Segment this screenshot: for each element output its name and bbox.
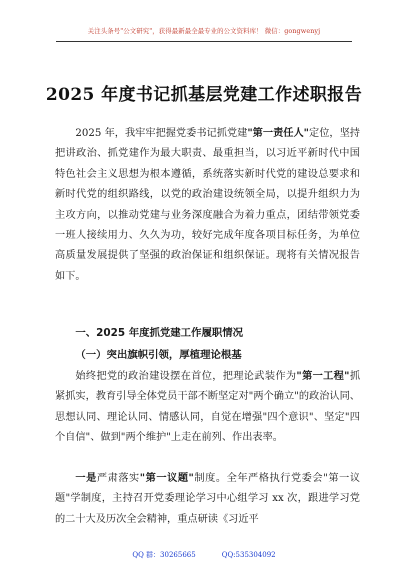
document-title: 2025 年度书记抓基层党建工作述职报告 bbox=[45, 85, 363, 105]
paragraph-3 bbox=[55, 468, 360, 530]
section-heading-1: 一、2025 年度抓党建工作履职情况 bbox=[75, 327, 244, 339]
paragraph-3-emphasis: "第一议题" bbox=[139, 472, 194, 484]
footer-contacts bbox=[0, 550, 408, 560]
footer-qq: QQ:535304092 bbox=[221, 551, 276, 559]
paragraph-3-part1: 严肃落实 bbox=[96, 473, 140, 484]
paragraph-2-rest: 抓紧抓实，教育引导全体党员干部不断坚定对"两个确立"的政治认同、思想认同、理论认同、情感认同，自觉在增强"四个意识"、坚定"四个自信"、做到"两个维护"上走在前列、作出表率。 bbox=[55, 371, 361, 444]
subsection-heading-1: （一）突出旗帜引领，厚植理论根基 bbox=[75, 349, 242, 361]
intro-paragraph bbox=[55, 123, 360, 287]
header-divider bbox=[56, 41, 352, 42]
intro-lead: 2025 年，我牢牢把握党委书记抓党建 bbox=[75, 128, 248, 139]
intro-emphasis: "第一责任人" bbox=[247, 127, 309, 139]
intro-rest: 定位，坚持把讲政治、抓党建作为最大职责、最重担当，以习近平新时代中国特色社会主义思想为根本遵循，系统落实新时代党的建设总要求和新时代党的组织路线，以党的政治建设统领全局，以提升组织力为主攻方向，以推动党建与业务深度融合为着力重点，团结带领党委一班人接续用力、久久为功，较好完成年度各项目标任务，为单位高质量发展提供了坚强的政治保证和组织保证。现将有关情况报告如下。 bbox=[55, 128, 360, 282]
paragraph-3-lead: 一是 bbox=[75, 472, 97, 484]
header-note: 关注头条号"公文研究"，获得最新最全最专业的公文资料库！ 微信：gongwenyj bbox=[87, 27, 321, 35]
paragraph-3-rest: 制度。全年严格执行党委会"第一议题"学制度，主持召开党委理论学习中心组学习 xx 次，跟进学习党的二十大及历次全会精神，重点研读《习近平 bbox=[55, 473, 361, 525]
footer-qq-group: QQ 群：30265665 bbox=[132, 551, 196, 559]
paragraph-2 bbox=[55, 366, 360, 449]
paragraph-2-lead: 始终把党的政治建设摆在首位，把理论武装作为 bbox=[75, 371, 297, 382]
paragraph-2-emphasis: "第一工程" bbox=[296, 370, 350, 382]
